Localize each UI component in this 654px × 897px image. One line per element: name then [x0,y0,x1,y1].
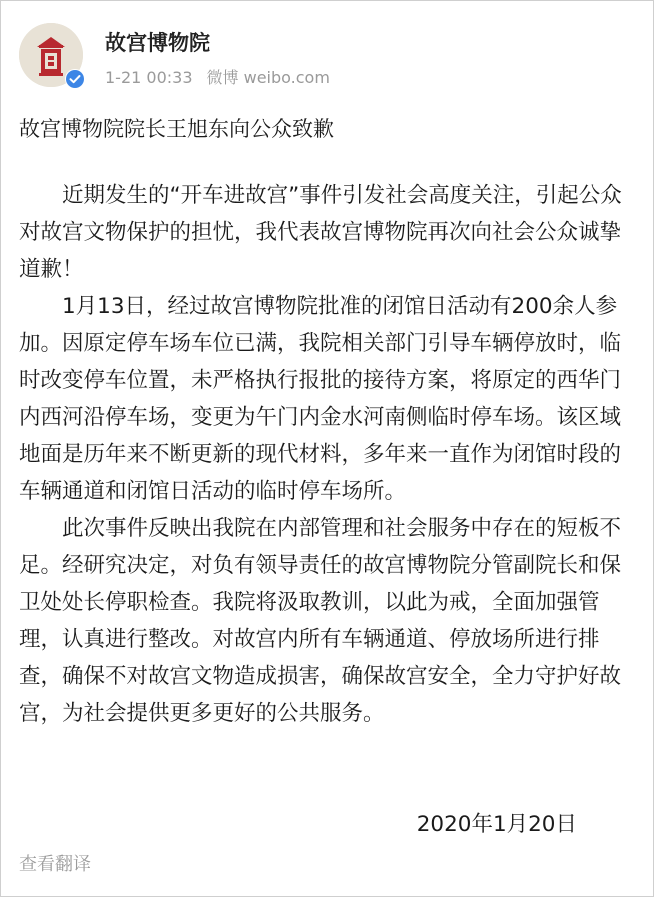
paragraph-1: 近期发生的“开车进故宫”事件引发社会高度关注，引起公众对故宫文物保护的担忧，我代表故宫博物院再次向社会公众诚挚道歉！ [19,183,622,282]
translate-link[interactable]: 查看翻译 [19,854,91,875]
post-source: 微博 weibo.com [206,68,330,87]
post-body [19,177,627,732]
author-name[interactable]: 故宫博物院 [105,31,210,55]
paragraph-2: 1月13日，经过故宫博物院批准的闭馆日活动有200余人参加。因原定停车场车位已满，我院相关部门引导车辆停放时，临时改变停车位置，未严格执行报批的接待方案，将原定的西华门内西河沿停车场，变更为午门内金水河南侧临时停车场。该区域地面是历年来不断更新的现代材料，多年来一直作为闭馆时段的车辆通道和闭馆日活动的临时停车场所。 [19,294,622,504]
post-meta [105,65,344,88]
signature-date: 2020年1月20日 [416,812,577,837]
verified-badge-icon [65,69,85,89]
post-title: 故宫博物院院长王旭东向公众致歉 [19,117,334,141]
post-header [19,21,629,91]
paragraph-3: 此次事件反映出我院在内部管理和社会服务中存在的短板不足。经研究决定，对负有领导责任的故宫博物院分管副院长和保卫处处长停职检查。我院将汲取教训，以此为戒，全面加强管理，认真进行整改。对故宫内所有车辆通道、停放场所进行排查，确保不对故宫文物造成损害，确保故宫安全，全力守护好故宫，为社会提供更多更好的公共服务。 [19,516,622,726]
post-time: 1-21 00:33 [105,68,193,87]
avatar[interactable] [19,23,83,87]
